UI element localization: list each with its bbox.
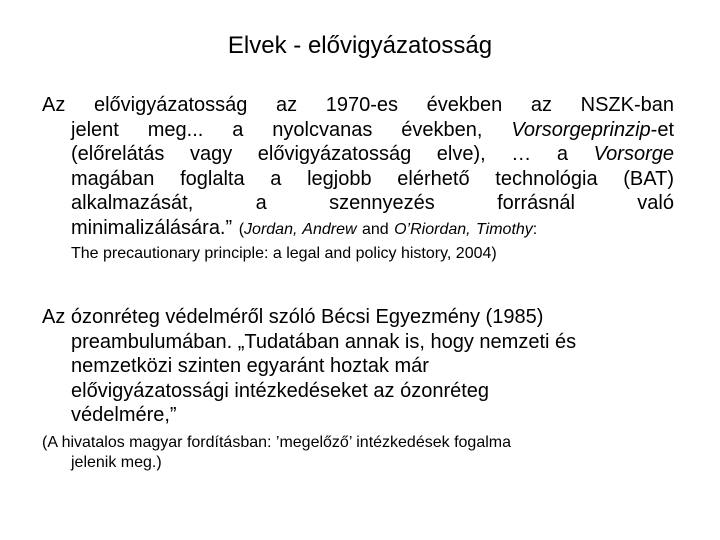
text-fragment: jelent meg... a nyolcvanas években, xyxy=(71,118,483,141)
text-line: védelmére,” xyxy=(71,404,177,426)
text-line xyxy=(42,216,674,243)
text-line: Az ózonréteg védelméről szóló Bécsi Egyezmény (1985) xyxy=(42,306,544,328)
text-line xyxy=(42,142,674,167)
text-line: (A hivatalos magyar fordításban: ’megelőző’ intézkedések fogalma xyxy=(42,434,511,451)
term-vorsorge: Vorsorge xyxy=(593,143,674,165)
text-line: alkalmazását, a szennyezés forrásnál való xyxy=(71,192,674,214)
citation-author: Jordan, Andrew xyxy=(244,220,357,238)
text-line: jelenik meg.) xyxy=(71,454,162,471)
paragraph-precaution-history xyxy=(42,93,674,264)
text-line: Az elővigyázatosság az 1970-es években az NSZK-ban xyxy=(42,94,674,116)
citation-authors: (Jordan, Andrew and O’Riordan, Timothy: xyxy=(238,220,538,238)
paragraph-translation-note xyxy=(42,433,674,473)
text-line: preambulumában. „Tudatában annak is, hogy nemzeti és xyxy=(71,330,577,353)
text-line: nemzetközi szinten egyaránt hoztak már xyxy=(71,355,429,377)
text-fragment: minimalizálására.” xyxy=(71,216,233,239)
paragraph-vienna-convention xyxy=(42,305,674,428)
slide-title: Elvek - elővigyázatosság xyxy=(227,32,493,59)
text-line xyxy=(42,118,674,143)
term-vorsorgeprinzip: Vorsorgeprinzip xyxy=(511,118,651,141)
citation-work: The precautionary principle: a legal and policy history, 2004) xyxy=(71,245,497,262)
text-line: magában foglalta a legjobb elérhető technológia (BAT) xyxy=(71,167,674,190)
text-fragment: -et xyxy=(650,118,674,141)
text-line: elővigyázatossági intézkedéseket az ózonréteg xyxy=(71,379,490,402)
text-fragment: (előrelátás vagy elővigyázatosság elve), … a xyxy=(71,143,568,165)
citation-author: O’Riordan, Timothy xyxy=(394,220,533,238)
